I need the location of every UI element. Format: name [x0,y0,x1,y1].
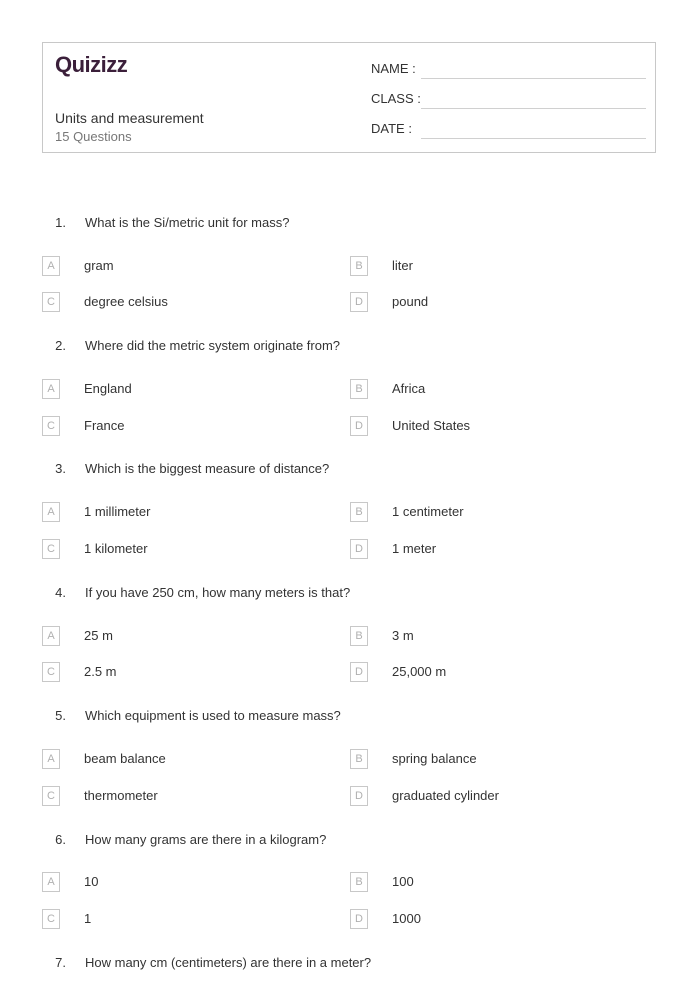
option-letter-box: B [350,502,368,522]
question-text: Which is the biggest measure of distance? [85,461,330,476]
question-text: How many cm (centimeters) are there in a meter? [85,955,372,970]
option-text: United States [392,418,471,433]
question-number: 2. [55,338,66,353]
option-letter-box: A [42,872,60,892]
question-text: Where did the metric system originate from? [85,338,341,353]
option-letter-box: B [350,749,368,769]
option-letter-box: D [350,292,368,312]
class-line [421,108,646,109]
name-label: NAME : [371,61,416,76]
worksheet-title: Units and measurement [55,110,204,126]
option-text: gram [84,258,114,273]
option-text: liter [392,258,413,273]
option-text: 2.5 m [84,664,117,679]
option-letter-box: D [350,539,368,559]
option-text: degree celsius [84,294,168,309]
option-letter-box: C [42,786,60,806]
question-text: If you have 250 cm, how many meters is that? [85,585,351,600]
option-text: pound [392,294,429,309]
option-letter-box: A [42,502,60,522]
option-letter-box: B [350,872,368,892]
option-text: 25,000 m [392,664,447,679]
option-text: 1 kilometer [84,541,148,556]
option-text: 1 meter [392,541,437,556]
option-letter-box: A [42,379,60,399]
option-letter-box: A [42,256,60,276]
date-label: DATE : [371,121,412,136]
option-text: England [84,381,132,396]
question-text: What is the Si/metric unit for mass? [85,215,290,230]
option-letter-box: D [350,909,368,929]
name-line [421,78,646,79]
option-letter-box: D [350,662,368,682]
option-letter-box: A [42,749,60,769]
option-text: 1 centimeter [392,504,464,519]
question-text: How many grams are there in a kilogram? [85,832,327,847]
option-letter-box: C [42,909,60,929]
option-text: thermometer [84,788,158,803]
option-text: 10 [84,874,99,889]
option-letter-box: B [350,626,368,646]
option-letter-box: D [350,786,368,806]
option-letter-box: C [42,292,60,312]
option-text: France [84,418,125,433]
quizizz-logo: Quizizz [55,52,128,77]
question-text: Which equipment is used to measure mass? [85,708,341,723]
question-number: 1. [55,215,66,230]
option-letter-box: C [42,416,60,436]
option-text: 1000 [392,911,421,926]
option-text: 3 m [392,628,414,643]
option-text: 25 m [84,628,113,643]
date-line [421,138,646,139]
option-letter-box: B [350,379,368,399]
class-label: CLASS : [371,91,421,106]
option-text: 1 [84,911,92,926]
option-letter-box: C [42,539,60,559]
option-text: 1 millimeter [84,504,151,519]
question-count: 15 Questions [55,129,132,144]
option-text: graduated cylinder [392,788,499,803]
option-letter-box: D [350,416,368,436]
worksheet-header [42,42,656,153]
option-text: beam balance [84,751,166,766]
question-number: 6. [55,832,66,847]
option-letter-box: A [42,626,60,646]
question-number: 4. [55,585,66,600]
question-number: 5. [55,708,66,723]
option-text: 100 [392,874,414,889]
option-text: Africa [392,381,426,396]
option-letter-box: B [350,256,368,276]
question-number: 3. [55,461,66,476]
option-text: spring balance [392,751,477,766]
question-number: 7. [55,955,66,970]
option-letter-box: C [42,662,60,682]
